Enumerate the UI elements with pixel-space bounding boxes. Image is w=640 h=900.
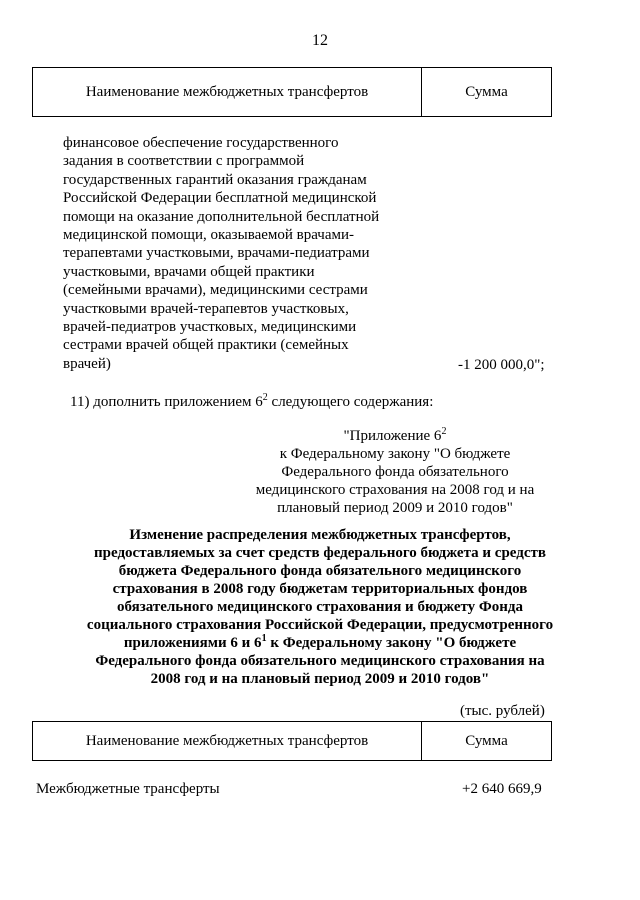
continuation-line: помощи на оказание дополнительной бесплатной — [63, 208, 380, 225]
continuation-line: медицинской помощи, оказываемой врачами- — [63, 227, 355, 244]
title-line: обязательного медицинского страхования и бюджету Фонда — [116, 599, 524, 615]
row-label: Межбюджетные трансферты — [36, 781, 220, 797]
column-header-sum: Сумма — [465, 83, 508, 100]
table-header-bottom — [32, 721, 552, 761]
title-line: приложениями 6 и $6^1$ к Федеральному закону "О бюджете — [123, 633, 517, 651]
title-line: предоставляемых за счет средств федерального бюджета и средств — [94, 545, 546, 561]
column-header-name: Наименование межбюджетных трансфертов — [33, 68, 422, 116]
annex-line: Федерального фонда обязательного — [281, 464, 509, 480]
document-title — [0, 526, 640, 688]
table-header-top — [32, 67, 552, 117]
annex-line: к Федеральному закону "О бюджете — [279, 446, 511, 462]
continuation-line: Российской Федерации бесплатной медицинской — [63, 190, 377, 207]
continuation-line: терапевтами участковыми, врачами-педиатрами — [63, 245, 370, 262]
continuation-line: государственных гарантий оказания гражданам — [63, 171, 367, 188]
annex-header — [245, 427, 545, 517]
annex-line: плановый период 2009 и 2010 годов" — [277, 500, 513, 516]
title-line: социального страхования Российской Федерации, предусмотренного — [86, 617, 554, 633]
title-superscript: 1 — [261, 633, 267, 644]
title-line: бюджета Федерального фонда обязательного медицинского — [118, 563, 522, 579]
title-line: Федерального фонда обязательного медицинского страхования на — [95, 653, 545, 669]
title-line: страхования в 2008 году бюджетам территориальных фондов — [112, 581, 528, 597]
column-header-name: Наименование межбюджетных трансфертов — [33, 722, 422, 760]
continuation-line: участковыми врачей-терапевтов участковых, — [63, 300, 349, 317]
units-label: (тыс. рублей) — [460, 703, 545, 719]
annex-line: "Приложение $6^2$ — [343, 426, 447, 444]
continuation-text — [63, 134, 423, 373]
annex-line: медицинского страхования на 2008 год и на — [255, 482, 535, 498]
continuation-line: задания в соответствии с программой — [63, 153, 305, 170]
amendment-text: 11) дополнить приложением 6 — [70, 394, 263, 410]
amendment-superscript: 2 — [262, 392, 268, 403]
column-header-sum: Сумма — [465, 732, 508, 749]
page-number: 12 — [312, 32, 328, 49]
title-line: Изменение распределения межбюджетных трансфертов, — [129, 527, 511, 543]
amendment-tail: следующего содержания: — [267, 394, 434, 410]
continuation-line: врачей) — [63, 355, 111, 372]
continuation-line: финансовое обеспечение государственного — [63, 135, 339, 151]
continuation-line: сестрами врачей общей практики (семейных — [63, 337, 349, 354]
amendment-paragraph — [70, 394, 433, 411]
row-sum: +2 640 669,9 — [462, 781, 542, 797]
continuation-line: участковыми, врачами общей практики — [63, 263, 315, 280]
continuation-line: (семейными врачами), медицинскими сестрами — [63, 282, 368, 299]
continuation-line: врачей-педиатров участковых, медицинскими — [63, 319, 357, 336]
annex-superscript: 2 — [441, 426, 447, 437]
title-line: 2008 год и на плановый период 2009 и 2010 годов" — [150, 671, 490, 687]
continuation-sum: -1 200 000,0"; — [458, 357, 545, 373]
